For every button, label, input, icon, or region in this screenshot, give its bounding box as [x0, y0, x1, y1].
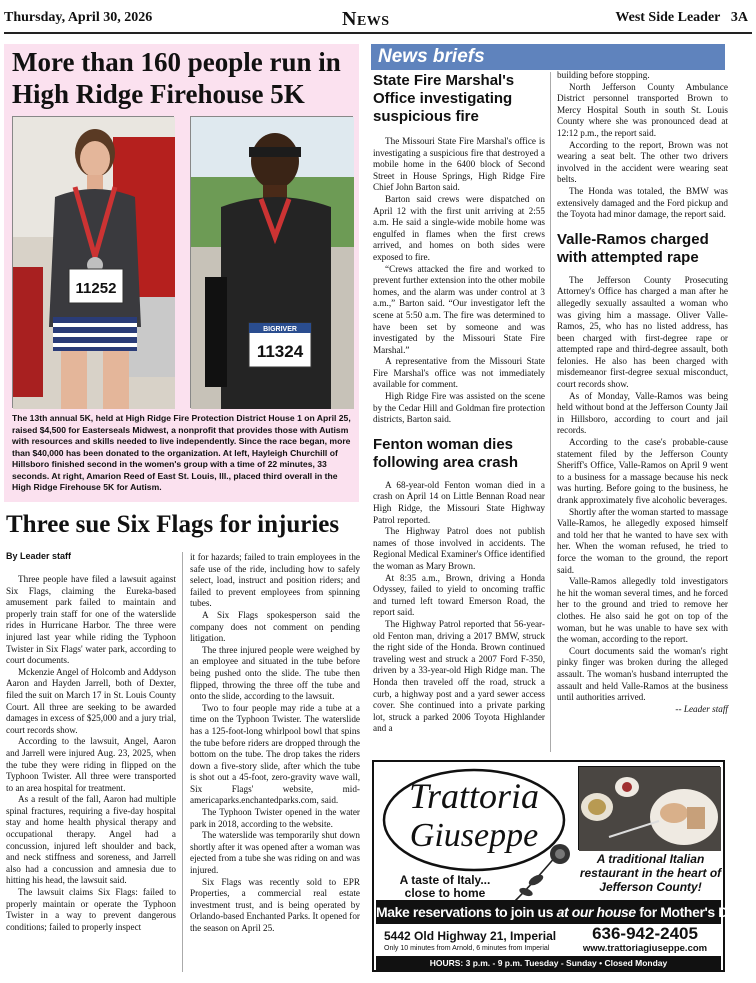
- byline: By Leader staff: [6, 551, 72, 561]
- crash-story: A 68-year-old Fenton woman died in a crash on April 14 on Little Bennan Road near High Ridge, the Missouri State Highway Patrol reported. The Highway Patrol does not publish names of those involved in accidents. The Regional Medical Examiner's Office identified the woman as Mary Brown. At 8:35 a.m., Brown, driving a Honda Odyssey, failed to yield to oncoming traffic and turned left toward Emerson Road, the report said. The Highway Patrol reported that 56-year-old Fenton man, driving a 2017 BMW, struck the right side of the Honda. Brown continued traveling west and struck a 2007 Ford F-350, driven by a 33-year-old High Ridge man. The Honda then traveled off the road, struck a curb, a highway post and a yard sewer access cover. She continued into a private parking lot, struck a parked 2006 Toyota Highlander and a: [373, 479, 545, 734]
- rape-story: The Jefferson County Prosecuting Attorney's Office has charged a man after he allegedly sexually assaulted a woman who was giving him a massage. Oliver Valle-Ramos, 25, who has no listed address, has been charged with first-degree rape or attempted rape and third-degree assault, both felonies. He also has been charged with misdemeanor first-degree sexual misconduct, court records show. As of Monday, Valle-Ramos was being held without bond at the Jefferson County Jail in Hillsboro, according to court and jail records. According to the case's probable-cause statement filed by the Jefferson County Sheriff's Office, Valle-Ramos on April 9 went to a business for a massage because his neck was hurting. Before going to the business, he drank approximately five alcoholic beverages. Shortly after the woman started to massage Valle-Ramos, he allegedly exposed himself and told her that he wanted to have sex with her. When the woman refused, he tried to force the woman to the ground, the report said. Valle-Ramos allegedly told investigators he hit the woman several times, and he forced her to the ground and tried to remove her clothes. He also said he got on top of the woman, but he was unable to have sex with the woman, according to the report. Court documents said the woman's right pinky finger was broken during the alleged assault. The woman's husband interrupted the assault and held Valle-Ramos at the business until authorities arrived.: [557, 274, 728, 703]
- photo-runner-right: [190, 116, 353, 408]
- crash-story-continued: building before stopping. North Jefferson County Ambulance District personnel transported Brown to Mercy Hospital South in south St. Louis County where she was pronounced dead at 12:12 p.m., the report said. According to the report, Brown was not wearing a seat belt. The other two drivers involved in the accident were wearing seat belts. The Honda was totaled, the BMW was extensively damaged and the Ford pickup and the Toyota had minor damage, the report said.: [557, 70, 728, 220]
- crash-headline: Fenton woman dies following area crash: [373, 435, 519, 471]
- ad-address: 5442 Old Highway 21, Imperial: [384, 929, 557, 943]
- ad-directions: Only 10 minutes from Arnold, 6 minutes from Imperial: [384, 945, 550, 952]
- photo-runner-left: [12, 116, 174, 408]
- food-photo: [578, 766, 720, 850]
- restaurant-name-1: Trattoria: [408, 776, 540, 816]
- mothers-day-banner: Make reservations to join us at our house for Mother's Day!: [376, 900, 721, 924]
- bib-left: 11252: [75, 280, 117, 297]
- news-briefs-title: News briefs: [378, 46, 485, 67]
- paper-name: West Side Leader 3A: [615, 10, 748, 25]
- bib-sponsor: BIGRIVER: [263, 326, 297, 333]
- ad-tagline: A taste of Italy... close to home: [399, 873, 491, 900]
- sixflags-column-1: Three people have filed a lawsuit against Six Flags, claiming the Eureka-based amusement park failed to maintain and properly train staff for one of the waterslide rides in Hurricane Harbor. The three were injured last year while riding the Typhoon Twister in Six Flags' water park, according to court documents. Mckenzie Angel of Holcomb and Addyson Aaron and Hayden Jarrell, both of Dexter, filed the suit on March 17 in St. Louis County Court. All three are seeking to be awarded damages in excess of $25,000 and a jury trial, court records show. According to the lawsuit, Angel, Aaron and Jarrell were injured Aug. 23, 2025, when the tube they were riding in flipped on the Typhoon Twister. All three were transported to an area hospital for treatment. As a result of the fall, Aaron had multiple spinal fractures, requiring a five-day hospital stay and home health physical therapy and occupational therapy. Angel had a concussion, injured left shoulder and back, and neck stiffness and soreness, and Jarrell also had a concussion and amnesia due to hitting his head, the lawsuit said. The lawsuit claims Six Flags: failed to properly maintain or operate the Typhoon Twister in a way to prevent dangerous conditions; failed to properly inspect: [6, 574, 176, 932]
- fire-headline: State Fire Marshal's Office investigating suspicious fire: [373, 72, 515, 125]
- ad-hours: HOURS: 3 p.m. - 9 p.m. Tuesday - Sunday • Closed Monday: [376, 956, 721, 970]
- sixflags-headline: Three sue Six Flags for injuries: [6, 511, 340, 538]
- news-briefs-column-1: [373, 72, 545, 735]
- section-title: News: [342, 8, 390, 30]
- rose-illustration: [504, 842, 584, 906]
- rape-headline: Valle-Ramos charged with attempted rape: [557, 230, 709, 266]
- issue-date: Thursday, April 30, 2026: [4, 10, 153, 25]
- news-briefs-column-2: [557, 70, 728, 715]
- page-number: 3A: [730, 10, 748, 25]
- race-photo-caption: The 13th annual 5K, held at High Ridge Fire Protection District House 1 on April 25, raised $4,500 for Easterseals Midwest, a nonprofit that provides those with Autism with resources and skills needed to live independently. Since the race began, more than $40,000 has been donated to the organization. At left, Hayleigh Churchill of Hillsboro finished second in the women's group with a time of 22 minutes, 33 seconds. At right, Amarion Reed of East St. Louis, Ill., placed third overall in the High Ridge Firehouse 5K for Autism.: [12, 413, 351, 492]
- restaurant-ad[interactable]: [372, 760, 748, 972]
- ad-phone[interactable]: 636-942-2405: [592, 924, 698, 943]
- header-rule: [4, 32, 752, 34]
- fire-story: The Missouri State Fire Marshal's office is investigating a suspicious fire that destroyed a mobile home in the 6400 block of Second Street in House Springs, High Ridge Fire Chief John Barton said. Barton said crews were dispatched on April 12 with the first unit arriving at 2:55 a.m. He said a single-wide mobile home was engulfed in flames when the first crews arrived, and homes on both sides were exposed to fire. “Crews attacked the fire and worked to prevent further extension into the other mobile homes, and the alarm was under control at 3 a.m.,” Barton said. “Our investigator left the scene at 5:50 a.m. The fire was determined to have been set by someone and was investigated by the Missouri State Fire Marshal.” A representative from the Missouri State Fire Marshal's office was not immediately available for comment. High Ridge Fire was assisted on the scene by the Cedar Hill and Goldman fire protection districts, Barton said.: [373, 136, 545, 425]
- bib-right: 11324: [256, 342, 304, 361]
- column-rule: [182, 552, 183, 972]
- restaurant-name-2: Giuseppe: [409, 817, 539, 854]
- race-headline: More than 160 people run in High Ridge Firehouse 5K: [12, 47, 341, 109]
- column-rule: [550, 72, 551, 752]
- signoff: -- Leader staff: [675, 703, 728, 714]
- sixflags-column-2: it for hazards; failed to train employees in the safe use of the ride, including how to safely select, load, instruct and position riders; and failed to prevent employees from spinning tubes. A Six Flags spokesperson said the company does not comment on pending litigation. The three injured people were weighed by an employee and situated in the tube before being pushed onto the slide. The tube then flipped, throwing the three off the tube and onto the slide, according to the lawsuit. Two to four people may ride a tube at a time on the Typhoon Twister. The waterslide has a 125-foot-long whirlpool bowl that spins the tube before riders are dropped through the bottom on the tube. The drop takes the riders down a five-story slide, after which the tube is shot out a 45-foot, zero-gravity wave wall, Six Flags' website, mid-americaparks.enchantedparks.com, said. The Typhoon Twister opened in the water park in 2018, according to the website. The waterslide was temporarily shut down shortly after it was opened after a woman was ejected from a tube she was riding on and was injured. Six Flags was recently sold to EPR Properties, a commercial real estate investment trust, and is being operated by Orlando-based Enchanted Parks. It opened for the season on April 25.: [190, 552, 360, 933]
- ad-description: A traditional Italian restaurant in the heart of Jefferson County!: [579, 852, 722, 894]
- ad-website-link[interactable]: www.trattoriagiuseppe.com: [582, 943, 708, 954]
